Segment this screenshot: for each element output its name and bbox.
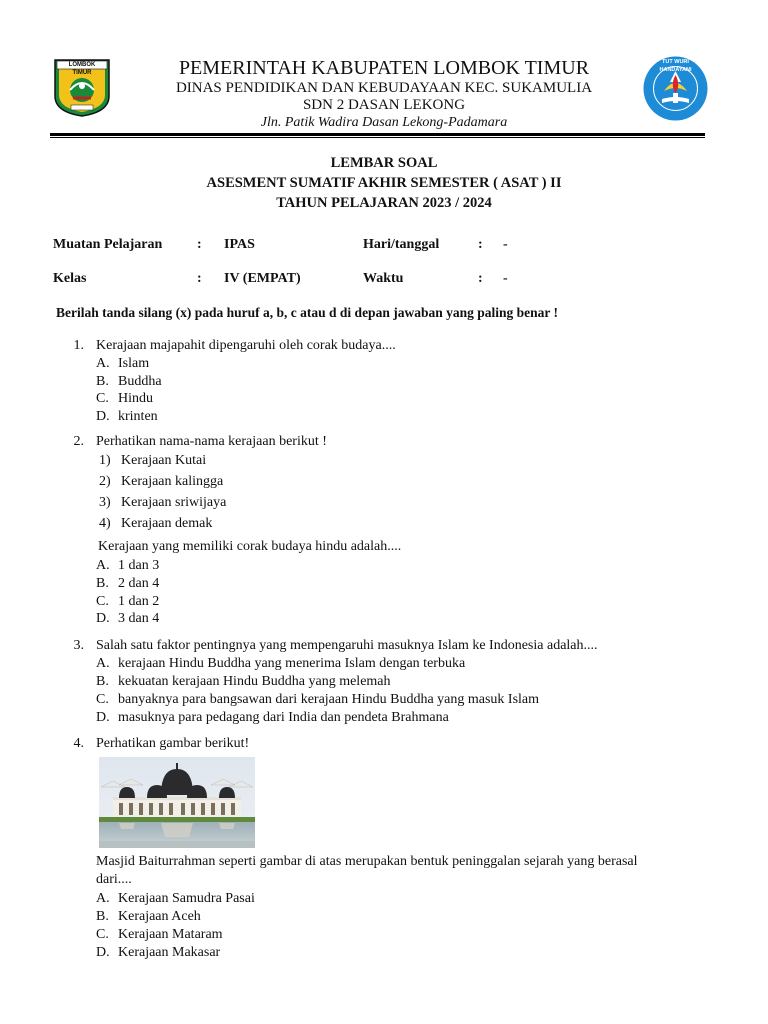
list-text: Kerajaan demak <box>121 516 213 531</box>
option-text: Kerajaan Aceh <box>118 909 201 924</box>
question-text: Perhatikan nama-nama kerajaan berikut ! <box>96 434 327 449</box>
time-value: - <box>503 271 508 286</box>
masjid-baiturrahman-image <box>99 757 255 848</box>
option-letter: B. <box>96 909 109 924</box>
list-number: 2) <box>99 474 111 489</box>
question-prompt: Kerajaan yang memiliki corak budaya hindu adalah.... <box>98 539 402 554</box>
option-text: Hindu <box>118 391 153 406</box>
question-prompt-line-1: Masjid Baiturrahman seperti gambar di atas merupakan bentuk peninggalan sejarah yang berasal <box>96 854 638 869</box>
option-letter: A. <box>96 356 110 371</box>
option-letter: D. <box>96 409 110 424</box>
option-text: 2 dan 4 <box>118 576 160 591</box>
list-number: 4) <box>99 516 111 531</box>
option-text: kekuatan kerajaan Hindu Buddha yang melemah <box>118 674 391 689</box>
option-text: masuknya para pedagang dari India dan pendeta Brahmana <box>118 710 449 725</box>
option-text: 3 dan 4 <box>118 611 160 626</box>
question-number: 4. <box>73 736 84 751</box>
question-text: Kerajaan majapahit dipengaruhi oleh corak budaya.... <box>96 338 396 353</box>
header-address: Jln. Patik Wadira Dasan Lekong-Padamara <box>260 115 508 130</box>
exam-title: ASESMENT SUMATIF AKHIR SEMESTER ( ASAT ) II <box>206 175 562 191</box>
day-value: - <box>503 237 508 252</box>
logo-right-caption: TUT WURI HANDAYANI <box>659 59 692 73</box>
subject-colon: : <box>197 237 202 252</box>
option-text: 1 dan 3 <box>118 558 160 573</box>
option-letter: C. <box>96 391 109 406</box>
list-text: Kerajaan Kutai <box>121 453 207 468</box>
question-text: Salah satu faktor pentingnya yang mempengaruhi masuknya Islam ke Indonesia adalah.... <box>96 638 598 653</box>
question-3 <box>0 638 768 730</box>
option-letter: A. <box>96 891 110 906</box>
option-letter: D. <box>96 611 110 626</box>
school-year: TAHUN PELAJARAN 2023 / 2024 <box>276 195 492 211</box>
option-letter: C. <box>96 692 109 707</box>
option-letter: A. <box>96 558 110 573</box>
question-number: 2. <box>73 434 84 449</box>
header-government: PEMERINTAH KABUPATEN LOMBOK TIMUR <box>178 57 590 79</box>
question-2 <box>0 434 768 630</box>
question-4-body <box>0 854 768 964</box>
list-text: Kerajaan sriwijaya <box>121 495 227 510</box>
option-text: Kerajaan Samudra Pasai <box>118 891 255 906</box>
time-label: Waktu <box>363 271 404 286</box>
option-text: Islam <box>118 356 150 371</box>
question-prompt-line-2: dari.... <box>96 872 132 887</box>
option-text: Kerajaan Makasar <box>118 945 221 960</box>
option-letter: C. <box>96 927 109 942</box>
time-colon: : <box>478 271 483 286</box>
instruction: Berilah tanda silang (x) pada huruf a, b, c atau d di depan jawaban yang paling benar ! <box>56 305 558 320</box>
question-number: 3. <box>73 638 84 653</box>
option-text: Kerajaan Mataram <box>118 927 223 942</box>
question-number: 1. <box>73 338 84 353</box>
class-value: IV (EMPAT) <box>224 271 301 286</box>
header-department: DINAS PENDIDIKAN DAN KEBUDAYAAN KEC. SUKAMULIA <box>175 80 593 96</box>
subject-value: IPAS <box>224 237 255 252</box>
header-school: SDN 2 DASAN LEKONG <box>302 97 466 113</box>
option-text: krinten <box>118 409 158 424</box>
option-text: 1 dan 2 <box>118 594 160 609</box>
option-letter: B. <box>96 374 109 389</box>
question-4 <box>0 736 768 756</box>
option-text: banyaknya para bangsawan dari kerajaan Hindu Buddha yang masuk Islam <box>118 692 540 707</box>
day-colon: : <box>478 237 483 252</box>
day-label: Hari/tanggal <box>363 237 440 252</box>
option-letter: D. <box>96 945 110 960</box>
subject-label: Muatan Pelajaran <box>53 237 163 252</box>
header-rule-thin <box>50 137 705 138</box>
list-number: 1) <box>99 453 111 468</box>
option-letter: B. <box>96 576 109 591</box>
option-letter: A. <box>96 656 110 671</box>
option-letter: C. <box>96 594 109 609</box>
header-rule-thick <box>50 133 705 136</box>
list-number: 3) <box>99 495 111 510</box>
logo-left-caption: LOMBOK TIMUR <box>68 62 96 76</box>
option-letter: B. <box>96 674 109 689</box>
option-text: kerajaan Hindu Buddha yang menerima Islam dengan terbuka <box>118 656 466 671</box>
class-label: Kelas <box>53 271 87 286</box>
option-text: Buddha <box>118 374 162 389</box>
option-letter: D. <box>96 710 110 725</box>
sheet-title: LEMBAR SOAL <box>330 155 438 171</box>
question-1 <box>0 338 768 428</box>
class-colon: : <box>197 271 202 286</box>
question-text: Perhatikan gambar berikut! <box>96 736 250 751</box>
list-text: Kerajaan kalingga <box>121 474 224 489</box>
